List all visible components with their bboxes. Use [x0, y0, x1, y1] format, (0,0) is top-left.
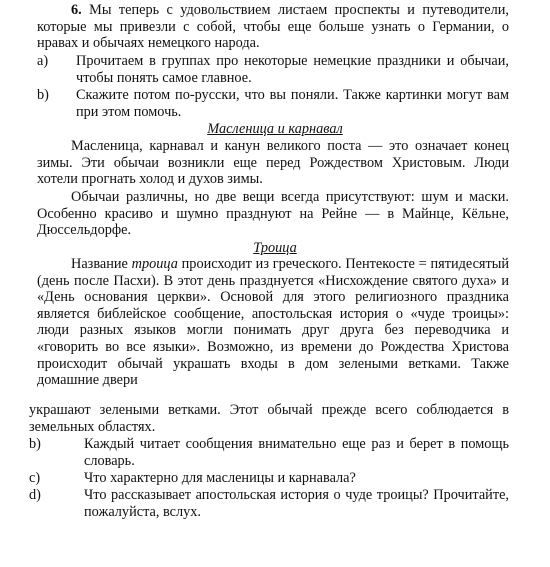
task-6-intro	[37, 2, 509, 52]
section-heading-maslenitsa: Масленица и карнавал	[207, 121, 343, 137]
question-c	[29, 470, 509, 487]
troitsa-body: происходит из греческого. Пентекосте = пятидесятый (день после Пасхи). В этот день празднуется «Нисхождение святого духа» и «День основания церкви». Основой для этого религиозного праздника является библейское сообщение, апостольская история о «чуде троицы»: люди разных языков могли понимать друг друга без переводчика и «говорить во все языки». Возможно, из времени до Рождества Христова происходит обычай украшать входы в дом зелеными ветками. Также домашние двери	[37, 256, 509, 389]
troitsa-continuation: украшают зелеными ветками. Этот обычай прежде всего соблюдается в земельных областях.	[29, 402, 509, 435]
question-label: c)	[29, 470, 41, 486]
question-text: Что характерно для масленицы и карнавала?	[84, 470, 356, 486]
task-intro-text: Мы теперь с удовольствием листаем проспекты и путеводители, которые мы привезли с собой, чтобы еще больше узнать о Германии, о нравах и обычаях немецкого народа.	[37, 2, 509, 52]
item-label: a)	[37, 53, 49, 69]
question-label: d)	[29, 487, 41, 503]
troitsa-term: троица	[131, 256, 178, 272]
item-text: Прочитаем в группах про некоторые немецкие праздники и обычаи, чтобы понять самое главное.	[76, 53, 509, 86]
task-item-b	[37, 87, 509, 120]
troitsa-paragraph	[37, 256, 509, 389]
question-b	[29, 436, 509, 469]
item-label: b)	[37, 87, 49, 103]
question-text: Каждый читает сообщения внимательно еще раз и берет в помощь словарь.	[84, 436, 509, 469]
maslenitsa-paragraph-1: Масленица, карнавал и канун великого поста — это означает конец зимы. Эти обычаи возникли еще перед Рождеством Христовым. Люди хотели прогнать холод и духов зимы.	[37, 138, 509, 188]
troitsa-lead: Название	[71, 256, 132, 272]
task-item-a	[37, 53, 509, 86]
question-label: b)	[29, 436, 41, 452]
item-text: Скажите потом по-русски, что вы поняли. Также картинки могут вам при этом помочь.	[76, 87, 509, 120]
question-text: Что рассказывает апостольская история о чуде троицы? Прочитайте, пожалуйста, вслух.	[84, 487, 509, 520]
question-d	[29, 487, 509, 520]
maslenitsa-paragraph-2: Обычаи различны, но две вещи всегда присутствуют: шум и маски. Особенно красиво и шумно празднуют на Рейне — в Майнце, Кёльне, Дюссельдорфе.	[37, 189, 509, 239]
task-number: 6.	[71, 2, 82, 18]
section-heading-troitsa: Троица	[253, 240, 297, 256]
